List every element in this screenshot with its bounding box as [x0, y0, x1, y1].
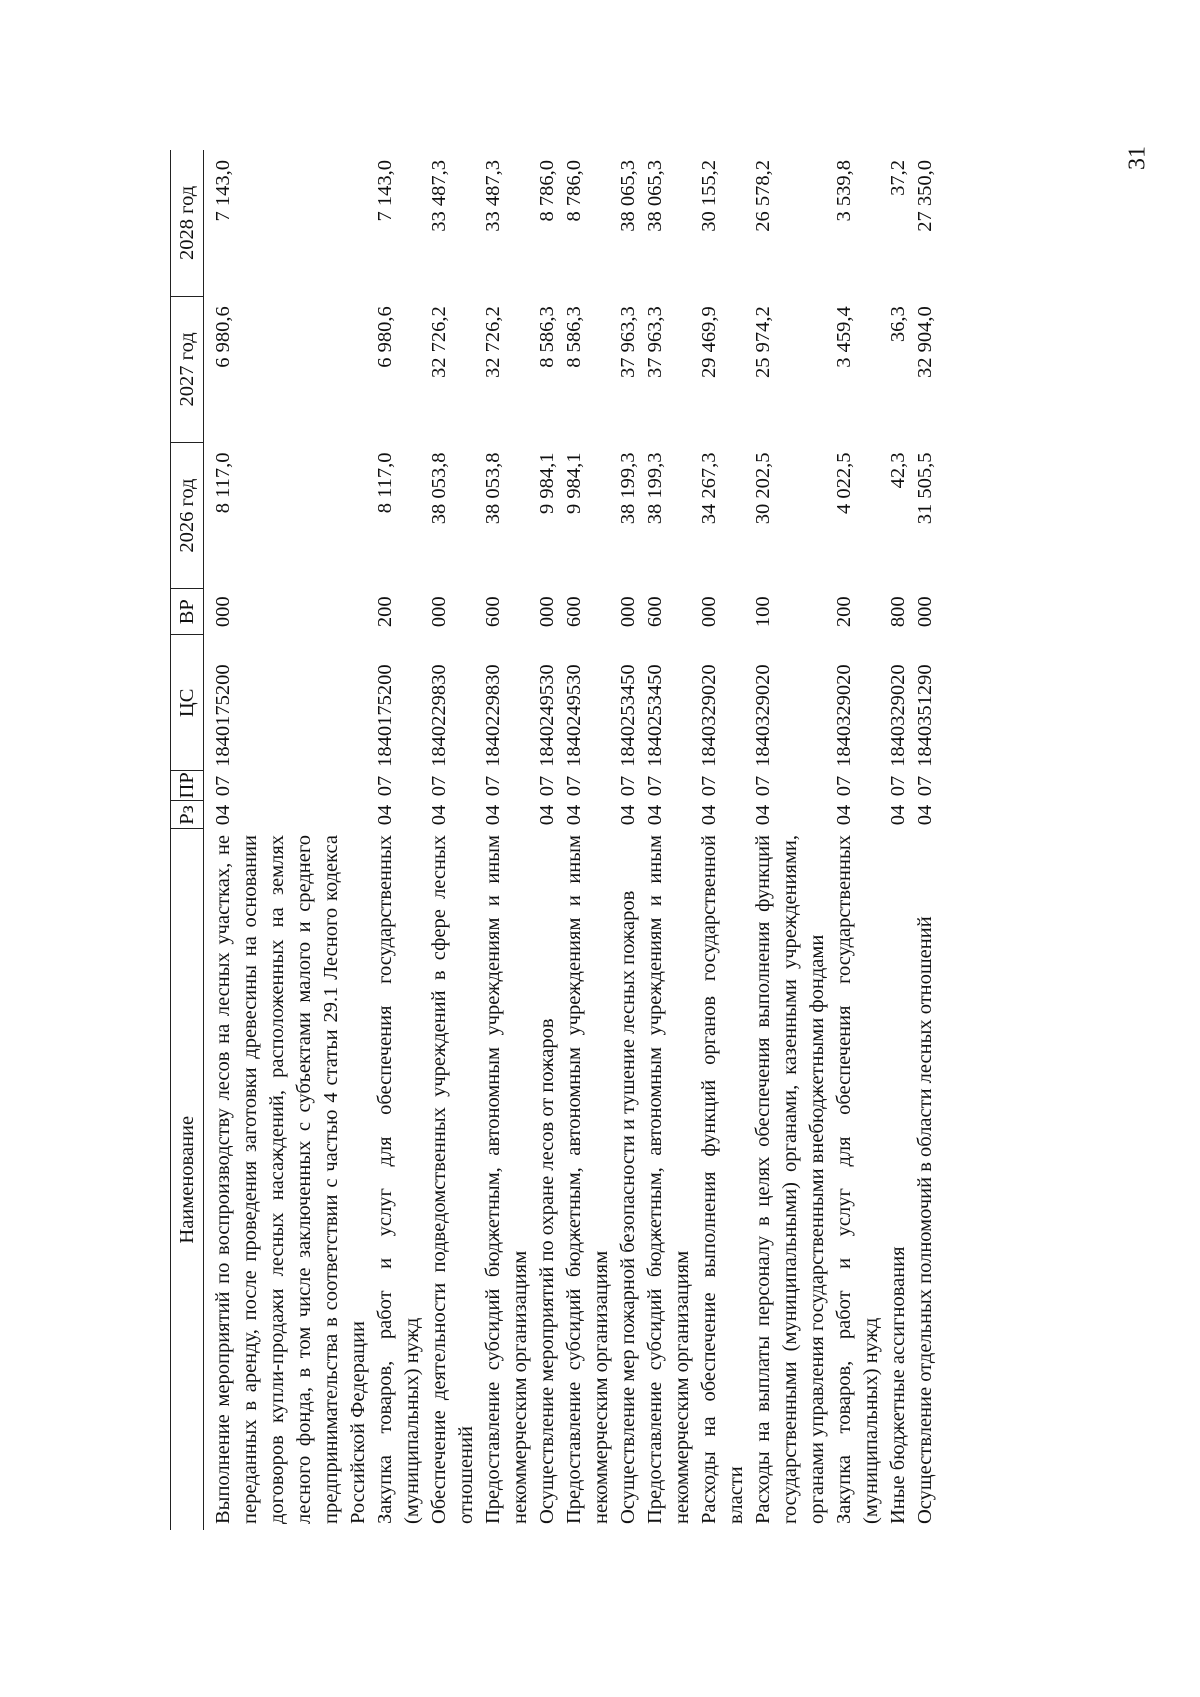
row-cs: 1840229830	[482, 664, 504, 767]
row-vr: 600	[644, 596, 666, 628]
row-2026: 8 117,0	[212, 452, 234, 514]
row-name: Иные бюджетные ассигнования	[887, 1246, 909, 1524]
row-vr: 000	[212, 596, 234, 628]
row-name: Расходы на выплаты персоналу в целях обеспечения выполнения функций государственными (муниципальными) органами, казенными учреждениями, органами управления государственными внебюджетными фондами	[752, 834, 828, 1524]
row-2028: 30 155,2	[698, 160, 720, 232]
row-cs: 1840253450	[644, 664, 666, 767]
header-cs: ЦС	[171, 635, 204, 771]
row-2027: 6 980,6	[212, 306, 234, 368]
row-name: Предоставление субсидий бюджетным, автономным учреждениям и иным некоммерческим организациям	[644, 834, 693, 1524]
row-rz: 04	[833, 804, 855, 826]
row-2027: 36,3	[887, 306, 909, 343]
row-pr: 07	[374, 775, 396, 797]
row-2027: 32 726,2	[482, 306, 504, 379]
row-pr: 07	[833, 775, 855, 797]
table-row	[885, 150, 912, 1530]
row-pr: 07	[617, 775, 639, 797]
row-2028: 27 350,0	[914, 160, 936, 232]
row-rz: 04	[887, 804, 909, 826]
row-vr: 200	[374, 596, 396, 628]
row-cs: 1840175200	[212, 664, 234, 767]
row-pr: 07	[914, 775, 936, 797]
row-cs: 1840329020	[698, 664, 720, 767]
row-cs: 1840249530	[563, 664, 585, 767]
row-2027: 8 586,3	[563, 306, 585, 368]
row-2027: 25 974,2	[752, 306, 774, 379]
row-2026: 30 202,5	[752, 452, 774, 525]
table-row	[615, 150, 642, 1530]
row-rz: 04	[644, 804, 666, 826]
header-pr: ПР	[171, 771, 204, 801]
row-rz: 04	[536, 804, 558, 826]
row-vr: 800	[887, 596, 909, 628]
row-cs: 1840329020	[833, 664, 855, 767]
row-2026: 34 267,3	[698, 452, 720, 525]
header-name: Наименование	[171, 829, 204, 1530]
budget-table	[170, 150, 939, 1530]
header-rz: Рз	[171, 801, 204, 829]
row-2028: 38 065,3	[617, 160, 639, 232]
row-2028: 3 539,8	[833, 160, 855, 222]
row-vr: 100	[752, 596, 774, 628]
row-rz: 04	[914, 804, 936, 826]
table-row	[912, 150, 939, 1530]
row-pr: 07	[482, 775, 504, 797]
row-2026: 9 984,1	[563, 452, 585, 514]
row-name: Расходы на обеспечение выполнения функций органов государственной власти	[698, 834, 747, 1524]
row-2026: 4 022,5	[833, 452, 855, 514]
table-row	[831, 150, 885, 1530]
row-name: Осуществление отдельных полномочий в области лесных отношений	[914, 916, 936, 1524]
row-cs: 1840249530	[536, 664, 558, 767]
table-row	[696, 150, 750, 1530]
row-pr: 07	[563, 775, 585, 797]
row-2027: 6 980,6	[374, 306, 396, 368]
table-row	[372, 150, 426, 1530]
row-vr: 000	[536, 596, 558, 628]
row-2026: 9 984,1	[536, 452, 558, 514]
table-row	[750, 150, 831, 1530]
row-pr: 07	[644, 775, 666, 797]
row-2027: 37 963,3	[644, 306, 666, 379]
rotated-page-area	[170, 150, 1048, 1530]
row-cs: 1840175200	[374, 664, 396, 767]
row-2026: 8 117,0	[374, 452, 396, 514]
row-2026: 31 505,5	[914, 452, 936, 525]
row-rz: 04	[752, 804, 774, 826]
row-vr: 600	[563, 596, 585, 628]
row-2026: 42,3	[887, 452, 909, 489]
table-row	[561, 150, 615, 1530]
row-pr: 07	[212, 775, 234, 797]
row-pr: 07	[752, 775, 774, 797]
row-rz: 04	[698, 804, 720, 826]
row-cs: 1840329020	[887, 664, 909, 767]
row-name: Обеспечение деятельности подведомственных учреждений в сфере лесных отношений	[428, 834, 477, 1524]
row-rz: 04	[617, 804, 639, 826]
row-rz: 04	[212, 804, 234, 826]
row-rz: 04	[374, 804, 396, 826]
row-2027: 32 726,2	[428, 306, 450, 379]
row-vr: 000	[698, 596, 720, 628]
row-name: Осуществление мероприятий по охране лесов от пожаров	[536, 1018, 558, 1524]
row-name: Закупка товаров, работ и услуг для обеспечения государственных (муниципальных) нужд	[833, 834, 882, 1524]
row-2027: 3 459,4	[833, 306, 855, 368]
row-cs: 1840351290	[914, 664, 936, 767]
table-row	[426, 150, 480, 1530]
header-vr: ВР	[171, 589, 204, 635]
rotated-content	[170, 150, 1048, 1530]
row-2028: 7 143,0	[212, 160, 234, 222]
row-rz: 04	[563, 804, 585, 826]
row-name: Выполнение мероприятий по воспроизводству лесов на лесных участках, не переданных в аренду, после проведения заготовки древесины на основании договоров купли-продажи лесных насаждений, расположенных на землях лесного фонда, в том числе заключенных с субъектами малого и среднего предпринимательства в соответствии с частью 4 статьи 29.1 Лесного кодекса Российской Федерации	[212, 834, 369, 1524]
row-pr: 07	[887, 775, 909, 797]
row-cs: 1840329020	[752, 664, 774, 767]
row-pr: 07	[536, 775, 558, 797]
table-row	[204, 150, 373, 1530]
row-vr: 000	[914, 596, 936, 628]
row-2026: 38 199,3	[617, 452, 639, 525]
row-name: Закупка товаров, работ и услуг для обеспечения государственных (муниципальных) нужд	[374, 834, 423, 1524]
header-2027: 2027 год	[171, 296, 204, 442]
row-name: Предоставление субсидий бюджетным, автономным учреждениям и иным некоммерческим организациям	[563, 834, 612, 1524]
row-vr: 200	[833, 596, 855, 628]
row-2027: 32 904,0	[914, 306, 936, 379]
row-vr: 000	[617, 596, 639, 628]
table-header	[171, 150, 204, 1530]
row-2026: 38 199,3	[644, 452, 666, 525]
row-2028: 26 578,2	[752, 160, 774, 232]
row-vr: 000	[428, 596, 450, 628]
row-cs: 1840253450	[617, 664, 639, 767]
row-2027: 29 469,9	[698, 306, 720, 379]
row-2028: 8 786,0	[536, 160, 558, 222]
row-2028: 33 487,3	[428, 160, 450, 232]
row-2028: 37,2	[887, 160, 909, 196]
table-body	[204, 150, 940, 1530]
page-number: 31	[1124, 146, 1151, 170]
row-name: Предоставление субсидий бюджетным, автономным учреждениям и иным некоммерческим организациям	[482, 834, 531, 1524]
table-row	[534, 150, 561, 1530]
row-pr: 07	[698, 775, 720, 797]
table-row	[480, 150, 534, 1530]
row-2028: 8 786,0	[563, 160, 585, 222]
row-rz: 04	[428, 804, 450, 826]
header-2026: 2026 год	[171, 442, 204, 588]
row-vr: 600	[482, 596, 504, 628]
row-2028: 7 143,0	[374, 160, 396, 222]
row-2026: 38 053,8	[482, 452, 504, 525]
row-2027: 37 963,3	[617, 306, 639, 379]
row-rz: 04	[482, 804, 504, 826]
row-2027: 8 586,3	[536, 306, 558, 368]
row-2026: 38 053,8	[428, 452, 450, 525]
row-pr: 07	[428, 775, 450, 797]
table-row	[642, 150, 696, 1530]
row-2028: 38 065,3	[644, 160, 666, 232]
row-2028: 33 487,3	[482, 160, 504, 232]
row-cs: 1840229830	[428, 664, 450, 767]
row-name: Осуществление мер пожарной безопасности и тушение лесных пожаров	[617, 890, 639, 1524]
header-2028: 2028 год	[171, 150, 204, 296]
